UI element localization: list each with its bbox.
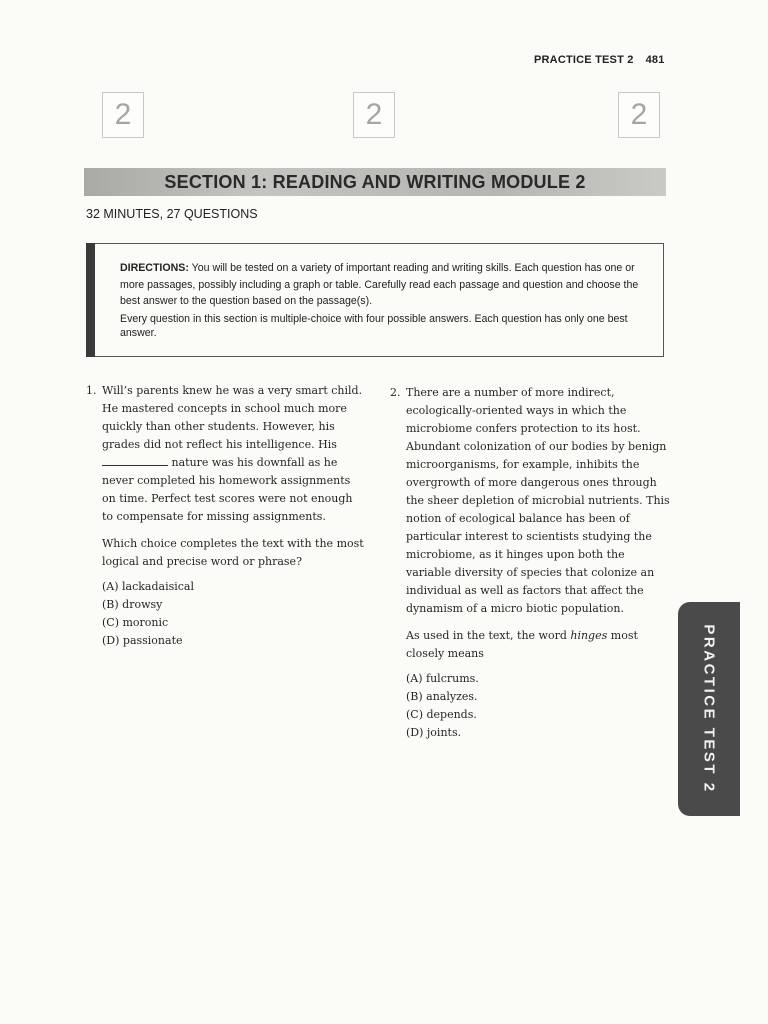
answer-option-d[interactable]: (D) passionate — [102, 634, 183, 647]
side-tab-label: PRACTICE TEST 2 — [700, 624, 718, 794]
directions-label: DIRECTIONS: — [120, 262, 189, 274]
answer-option-a[interactable]: (A) fulcrums. — [406, 672, 479, 685]
answer-option-a[interactable]: (A) lackadaisical — [102, 580, 195, 593]
prompt-after: most closely means — [406, 629, 638, 660]
directions-paragraph — [120, 260, 639, 310]
passage-after-blank: nature was his downfall as he never completed his homework assignments on time. Perfect test scores were not enough to compensate for missing assignments. — [102, 456, 353, 523]
directions-box — [86, 243, 664, 357]
answer-option-b[interactable]: (B) analyzes. — [406, 690, 478, 703]
question-prompt: Which choice completes the text with the most logical and precise word or phrase? — [102, 537, 364, 568]
answer-blank — [102, 455, 168, 466]
answer-option-c[interactable]: (C) depends. — [406, 708, 477, 721]
page-number: 481 — [645, 54, 665, 66]
section-timing: 32 MINUTES, 27 QUESTIONS — [86, 207, 258, 221]
section-title: SECTION 1: READING AND WRITING MODULE 2 — [84, 168, 666, 196]
answer-option-b[interactable]: (B) drowsy — [102, 598, 163, 611]
section-marker-left: 2 — [102, 92, 144, 138]
question-passage: There are a number of more indirect, ecologically-oriented ways in which the microbiome confers protection to its host. Abundant colonization of our bodies by benign microorganisms, for example, inhibits the overgrowth of more dangerous ones through the sheer depletion of microbial nutrients. This notion of ecological balance has been of particular interest to scientists studying the microbiome, as it hinges upon both the variable diversity of species that colonize an individual as well as factors that affect the dynamism of a micro biotic population. — [406, 386, 670, 615]
section-marker-center: 2 — [353, 92, 395, 138]
question-number: 1. — [86, 384, 97, 397]
question-1 — [86, 382, 366, 650]
answer-options — [406, 670, 670, 742]
answer-option-c[interactable]: (C) moronic — [102, 616, 169, 629]
question-prompt — [406, 627, 670, 663]
section-marker-right: 2 — [618, 92, 660, 138]
directions-accent-bar — [86, 243, 95, 357]
running-title: PRACTICE TEST 2 — [534, 54, 634, 66]
passage-before-blank: Will’s parents knew he was a very smart child. He mastered concepts in school much more quickly than other students. However, his grades did not reflect his intelligence. His — [102, 384, 363, 451]
question-passage — [102, 382, 366, 526]
prompt-keyword: hinges — [570, 629, 608, 642]
question-2 — [390, 384, 670, 742]
side-tab — [678, 602, 740, 816]
directions-note: Every question in this section is multiple-choice with four possible answers. Each question has only one best answer. — [120, 312, 628, 339]
running-head — [534, 54, 674, 66]
directions-text: You will be tested on a variety of important reading and writing skills. Each question has one or more passages, possibly including a graph or table. Carefully read each passage and question and choose the best answer to the question based on the passage(s). — [120, 262, 639, 307]
answer-options — [102, 578, 366, 650]
answer-option-d[interactable]: (D) joints. — [406, 726, 462, 739]
question-number: 2. — [390, 386, 401, 399]
prompt-before: As used in the text, the word — [406, 629, 571, 642]
